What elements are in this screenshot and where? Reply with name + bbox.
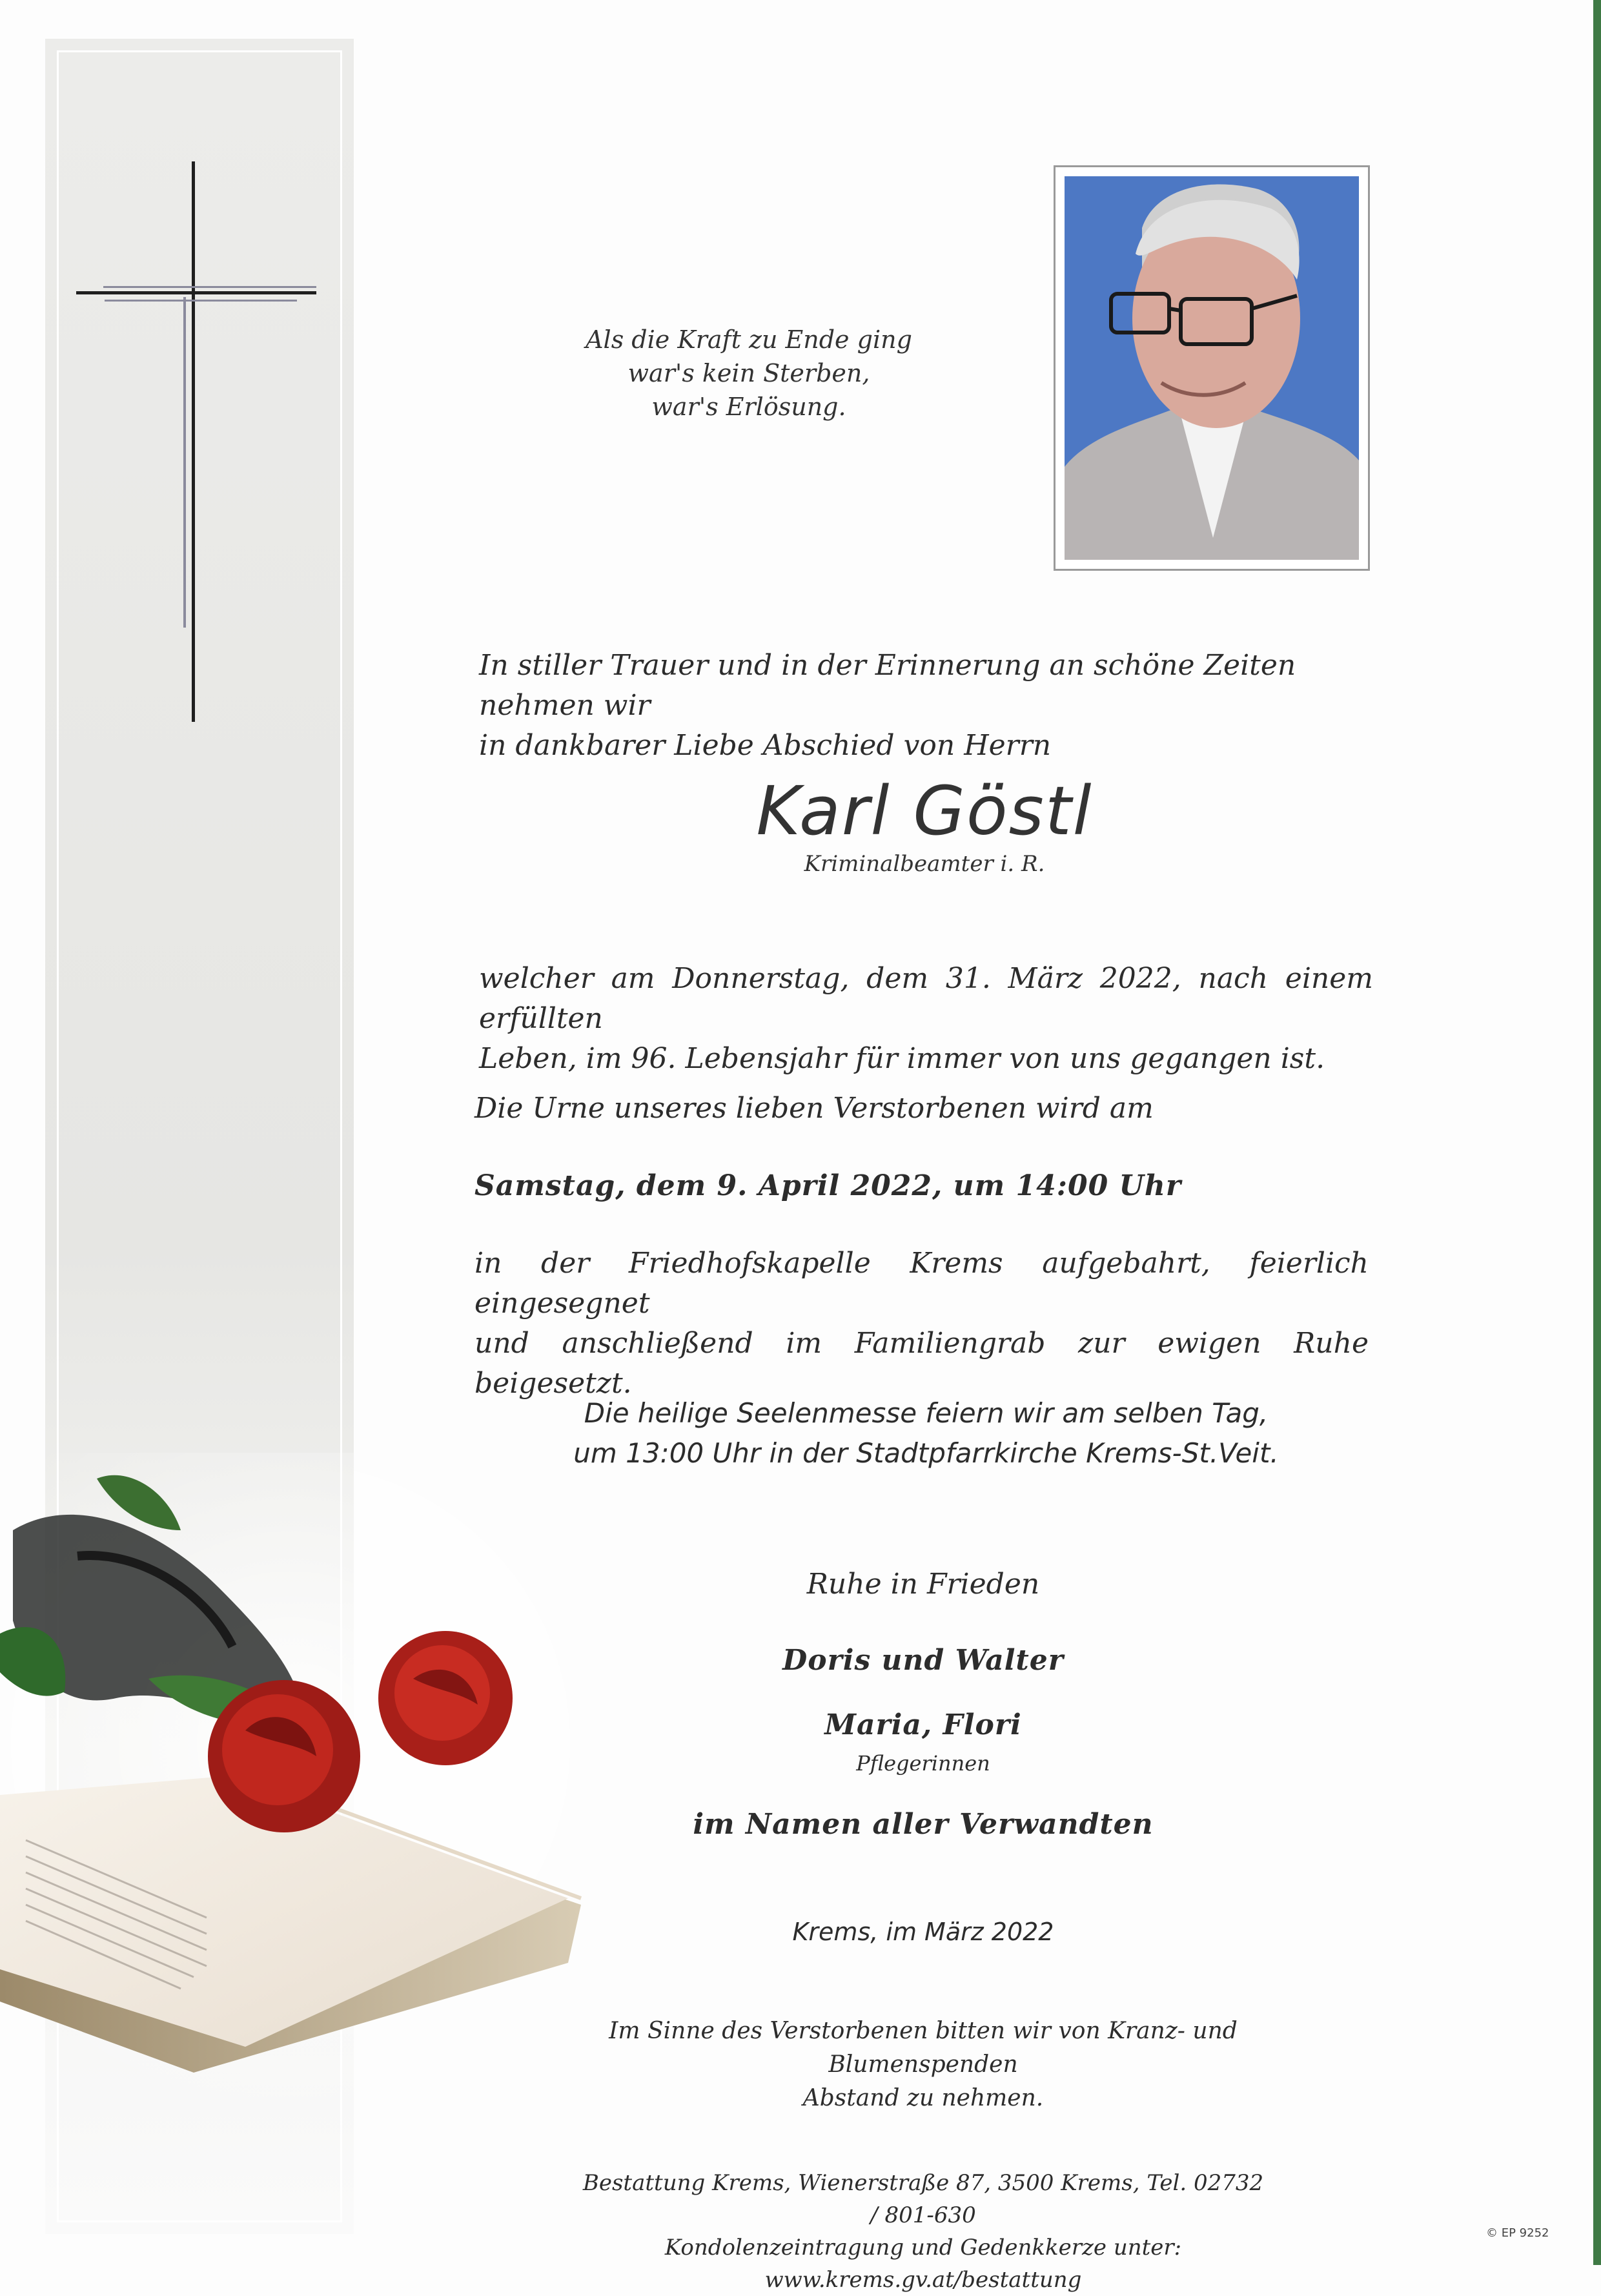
motto-line: Als die Kraft zu Ende ging bbox=[586, 325, 912, 354]
mourner-group-2-role: Pflegerinnen bbox=[856, 1751, 990, 1776]
death-line: welcher am Donnerstag, dem 31. März 2022, nach einem erfüllten bbox=[479, 962, 1373, 1035]
mourner-group-2: Maria, Flori bbox=[824, 1708, 1022, 1741]
footer-line: Bestattung Krems, Wienerstraße 87, 3500 Krems, Tel. 02732 / 801-630 bbox=[582, 2170, 1264, 2228]
portrait-photo bbox=[1065, 176, 1359, 560]
intro-line: in dankbarer Liebe Abschied von Herrn bbox=[479, 729, 1052, 762]
ceremony-details bbox=[474, 1244, 1369, 1404]
mass-info bbox=[479, 1393, 1373, 1473]
document-code: © EP 9252 bbox=[1486, 2226, 1549, 2240]
mourner-group-3: im Namen aller Verwandten bbox=[693, 1808, 1154, 1841]
page-edge-strip bbox=[1593, 0, 1601, 2265]
deceased-name: Karl Göstl bbox=[756, 772, 1093, 850]
intro-line: In stiller Trauer und in der Erinnerung an schöne Zeiten nehmen wir bbox=[479, 649, 1296, 722]
ceremony-date: Samstag, dem 9. April 2022, um 14:00 Uhr bbox=[474, 1169, 1182, 1202]
request-line: Abstand zu nehmen. bbox=[802, 2085, 1044, 2111]
mass-line: Die heilige Seelenmesse feiern wir am selben Tag, bbox=[584, 1397, 1269, 1429]
mourner-group-1: Doris und Walter bbox=[782, 1644, 1064, 1677]
urn-intro: Die Urne unseres lieben Verstorbenen wird am bbox=[474, 1092, 1154, 1125]
motto-line: war's kein Sterben, bbox=[627, 359, 870, 387]
death-line: Leben, im 96. Lebensjahr für immer von uns gegangen ist. bbox=[479, 1042, 1325, 1075]
ceremony-line: in der Friedhofskapelle Krems aufgebahrt, feierlich eingesegnet bbox=[474, 1247, 1369, 1320]
motto-verse bbox=[516, 323, 981, 424]
flower-request bbox=[581, 2014, 1265, 2115]
portrait-frame bbox=[1054, 165, 1370, 571]
death-notice bbox=[479, 959, 1373, 1079]
ceremony-line: und anschließend im Familiengrab zur ewigen Ruhe beigesetzt. bbox=[474, 1327, 1369, 1400]
place-date: Krems, im März 2022 bbox=[792, 1918, 1054, 1946]
motto-line: war's Erlösung. bbox=[651, 393, 846, 421]
intro-text bbox=[479, 646, 1396, 766]
cross-icon bbox=[45, 39, 354, 749]
deceased-title: Kriminalbeamter i. R. bbox=[804, 851, 1045, 877]
farewell-text: Ruhe in Frieden bbox=[806, 1568, 1040, 1601]
bible-and-roses-image bbox=[0, 1453, 646, 2098]
request-line: Im Sinne des Verstorbenen bitten wir von Kranz- und Blumenspenden bbox=[609, 2018, 1238, 2078]
mass-line: um 13:00 Uhr in der Stadtpfarrkirche Krems-St.Veit. bbox=[573, 1437, 1279, 1469]
footer-line: Kondolenzeintragung und Gedenkkerze unter: www.krems.gv.at/bestattung bbox=[664, 2235, 1182, 2293]
footer bbox=[581, 2167, 1265, 2296]
